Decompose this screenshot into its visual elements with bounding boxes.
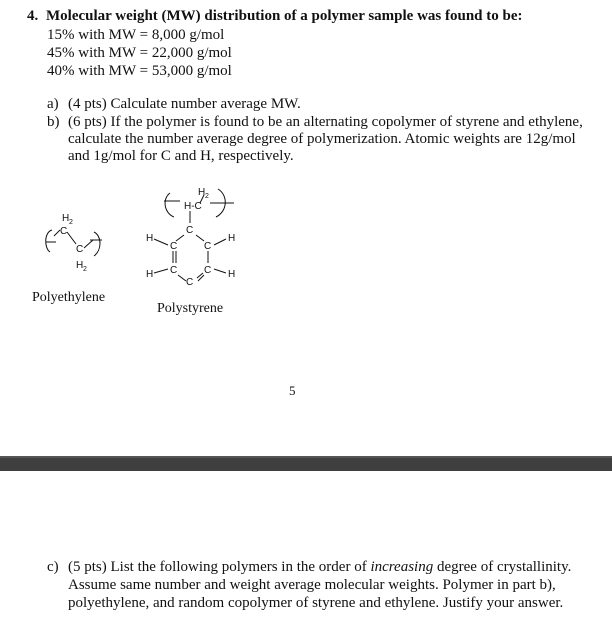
ps-ring-c-top: C: [186, 225, 194, 236]
part-b-line-1: (6 pts) If the polymer is found to be an alternating copolymer of styrene and ethylene,: [68, 114, 583, 130]
pe-h2-bottom-sub: 2: [83, 266, 87, 273]
part-c-line-1: [68, 559, 571, 576]
distribution-line-1: 15% with MW = 8,000 g/mol: [47, 27, 225, 43]
page-divider: [0, 456, 612, 471]
question-title: [27, 8, 523, 25]
part-c-line-1-pre: (5 pts) List the following polymers in the order of: [68, 559, 371, 575]
part-a: [47, 96, 587, 113]
pe-h2-bottom: H: [76, 260, 84, 271]
ps-h2-sub: 2: [205, 193, 209, 200]
part-b: [47, 114, 592, 166]
pe-c1: C: [60, 226, 68, 237]
part-c-line-1-post: degree of crystallinity.: [433, 559, 572, 575]
question-title-text: Molecular weight (MW) distribution of a polymer sample was found to be:: [46, 8, 523, 24]
part-b-label: b): [47, 114, 60, 130]
ps-ring-c-lower-left: C: [170, 265, 178, 276]
ps-ring-c-lower-right: C: [204, 265, 212, 276]
ps-ring-c-bottom: C: [186, 277, 194, 288]
polystyrene-structure: [140, 183, 240, 293]
distribution-line-3: 40% with MW = 53,000 g/mol: [47, 63, 232, 79]
pe-right-bracket: [94, 232, 100, 256]
part-c-line-1-emphasis: increasing: [370, 559, 434, 575]
ps-h2: H: [198, 187, 206, 198]
pe-left-bracket: [46, 230, 52, 252]
part-c-label: c): [47, 559, 59, 575]
polystyrene-caption: Polystyrene: [157, 301, 224, 316]
polyethylene-caption: Polyethylene: [32, 290, 106, 305]
ps-left-bracket: [165, 193, 174, 217]
ps-ring-c-right: C: [204, 241, 212, 252]
pe-h2-top: H: [62, 213, 70, 224]
distribution-line-2: 45% with MW = 22,000 g/mol: [47, 45, 232, 61]
page-number: 5: [289, 383, 296, 398]
part-b-line-3: and 1g/mol for C and H, respectively.: [68, 148, 294, 164]
ps-h-left: H: [146, 233, 154, 244]
polyethylene-structure: [36, 210, 116, 280]
ps-ring-c-left: C: [170, 241, 178, 252]
part-a-text: (4 pts) Calculate number average MW.: [68, 96, 301, 112]
part-c-line-3: polyethylene, and random copolymer of styrene and ethylene. Justify your answer.: [68, 595, 564, 611]
question-number: 4.: [27, 8, 39, 24]
ps-h-right: H: [228, 233, 236, 244]
ps-hc: H-C: [184, 201, 202, 212]
part-c-line-2: Assume same number and weight average molecular weights. Polymer in part b),: [68, 577, 556, 593]
part-b-line-2: calculate the number average degree of polymerization. Atomic weights are 12g/mol: [68, 131, 576, 147]
ps-h-lower-left: H: [146, 269, 154, 280]
part-c: [47, 559, 592, 613]
pe-c2: C: [76, 244, 84, 255]
pe-h2-top-sub: 2: [69, 219, 73, 226]
part-a-label: a): [47, 96, 59, 112]
ps-h-lower-right: H: [228, 269, 236, 280]
